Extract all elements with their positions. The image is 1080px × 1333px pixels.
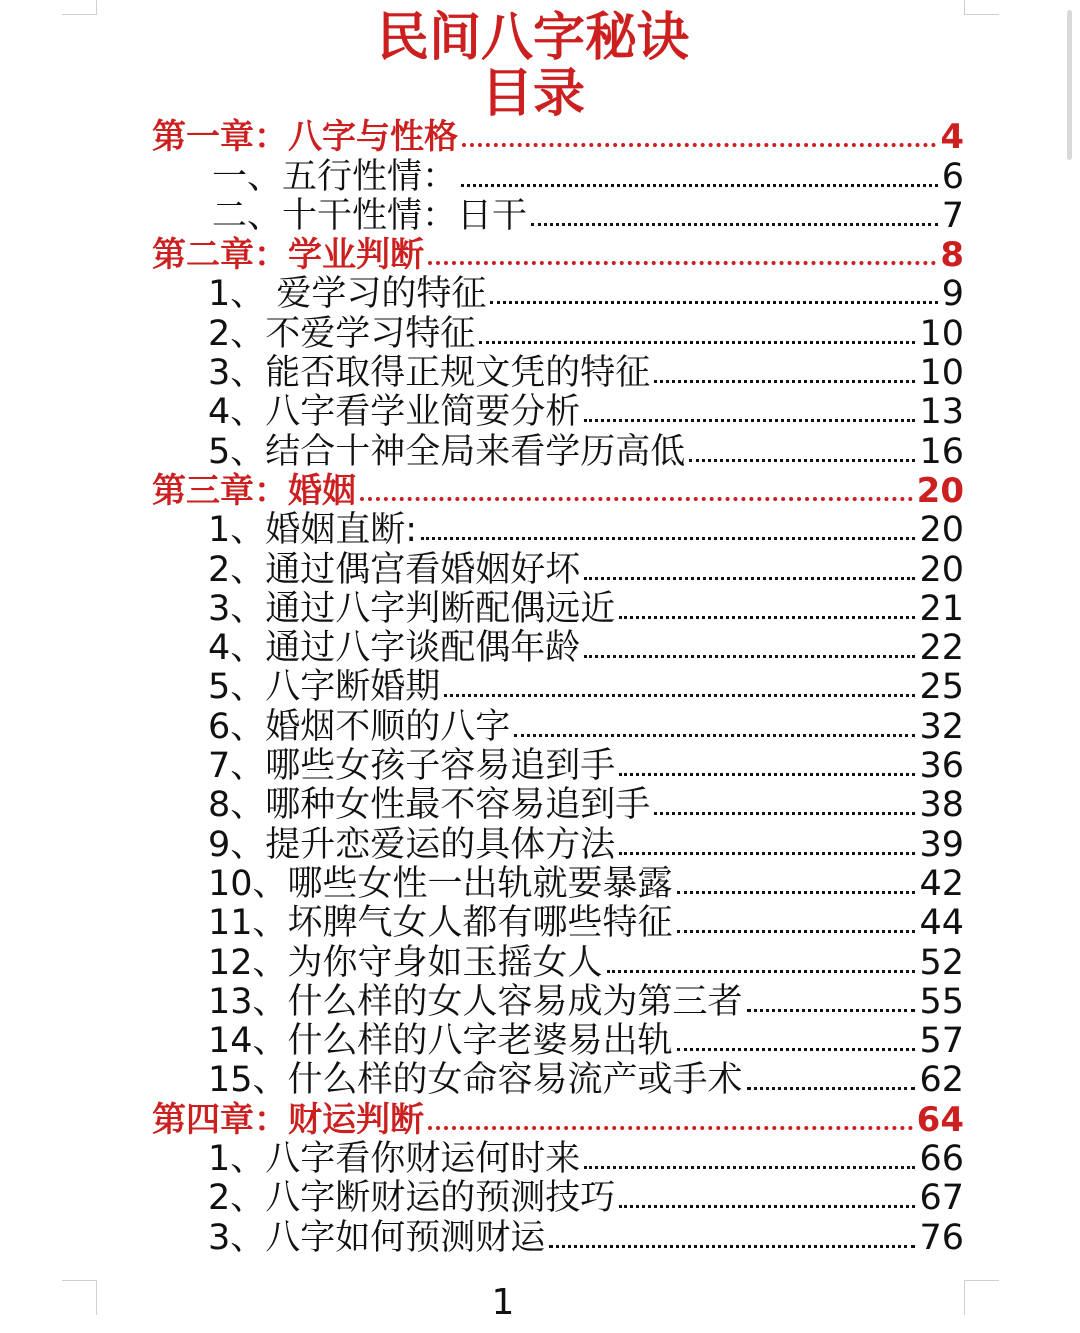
- toc-entry-label: 第四章：财运判断: [152, 1099, 424, 1139]
- dot-leader: [461, 184, 938, 187]
- toc-entry-row[interactable]: [152, 1060, 964, 1099]
- toc-entry-page: 9: [941, 274, 964, 314]
- toc-entry-row[interactable]: [152, 785, 964, 824]
- toc-chapter-row[interactable]: [152, 235, 964, 274]
- dot-leader: [747, 1087, 916, 1090]
- toc-entry-label: 11、坏脾气女人都有哪些特征: [208, 903, 673, 943]
- toc-entry-label: 12、为你守身如玉摇女人: [208, 942, 603, 982]
- toc-entry-row[interactable]: [152, 353, 964, 392]
- toc-entry-label: 1、 爱学习的特征: [208, 274, 487, 314]
- toc-entry-page: 52: [919, 942, 964, 982]
- toc-entry-label: 2、八字断财运的预测技巧: [208, 1178, 616, 1218]
- toc-entry-row[interactable]: [152, 510, 964, 549]
- toc-entry-row[interactable]: [152, 746, 964, 785]
- toc-entry-label: 2、不爱学习特征: [208, 313, 476, 353]
- dot-leader: [531, 223, 938, 226]
- toc-entry-page: 16: [919, 431, 964, 471]
- toc-entry-row[interactable]: [152, 1178, 964, 1217]
- toc-entry-page: 38: [919, 785, 964, 825]
- dot-leader: [619, 1205, 915, 1208]
- toc-entry-row[interactable]: [152, 628, 964, 667]
- toc-entry-row[interactable]: [152, 156, 964, 195]
- dot-leader: [462, 143, 936, 147]
- toc-entry-label: 7、哪些女孩子容易追到手: [208, 746, 616, 786]
- toc-entry-label: 13、什么样的女人容易成为第三者: [208, 981, 743, 1021]
- dot-leader: [677, 930, 916, 933]
- toc-entry-label: 5、八字断婚期: [208, 667, 441, 707]
- toc-entry-page: 21: [919, 588, 964, 628]
- toc-chapter-row[interactable]: [152, 1099, 964, 1138]
- toc-entry-label: 2、通过偶宫看婚姻好坏: [208, 549, 581, 589]
- toc-entry-row[interactable]: [152, 196, 964, 235]
- dot-leader: [654, 812, 915, 815]
- dot-leader: [677, 1048, 916, 1051]
- toc-entry-row[interactable]: [152, 431, 964, 470]
- toc-entry-page: 57: [919, 1021, 964, 1061]
- toc-entry-label: 一、五行性情：: [212, 156, 458, 196]
- toc-entry-row[interactable]: [152, 903, 964, 942]
- toc-entry-label: 第二章：学业判断: [152, 235, 424, 275]
- toc-entry-label: 3、通过八字判断配偶远近: [208, 588, 616, 628]
- toc-entry-page: 62: [919, 1060, 964, 1100]
- toc-entry-label: 10、哪些女性一出轨就要暴露: [208, 863, 673, 903]
- dot-leader: [428, 261, 936, 265]
- toc-entry-page: 76: [919, 1217, 964, 1257]
- toc-entry-label: 1、婚姻直断:: [208, 510, 418, 550]
- toc-entry-label: 第三章：婚姻: [152, 470, 356, 510]
- dot-leader: [689, 459, 915, 462]
- dot-leader: [607, 970, 916, 973]
- dot-leader: [619, 852, 915, 855]
- toc-entry-page: 67: [919, 1178, 964, 1218]
- toc-entry-row[interactable]: [152, 864, 964, 903]
- toc-entry-row[interactable]: [152, 392, 964, 431]
- document-title: 民间八字秘诀: [376, 8, 689, 68]
- toc-entry-page: 36: [919, 746, 964, 786]
- toc-entry-page: 8: [940, 235, 964, 275]
- toc-entry-label: 3、八字如何预测财运: [208, 1217, 546, 1257]
- toc-entry-label: 9、提升恋爱运的具体方法: [208, 824, 616, 864]
- toc-entry-label: 4、八字看学业简要分析: [208, 392, 581, 432]
- dot-leader: [677, 891, 916, 894]
- dot-leader: [479, 341, 915, 344]
- toc-entry-page: 39: [919, 824, 964, 864]
- dot-leader: [584, 577, 915, 580]
- toc-entry-page: 25: [919, 667, 964, 707]
- dot-leader: [444, 694, 915, 697]
- toc-entry-label: 14、什么样的八字老婆易出轨: [208, 1021, 673, 1061]
- toc-entry-row[interactable]: [152, 667, 964, 706]
- toc-entry-page: 6: [941, 156, 964, 196]
- table-of-contents: [152, 117, 964, 1257]
- toc-entry-label: 第一章：八字与性格: [152, 117, 458, 157]
- toc-entry-label: 15、什么样的女命容易流产或手术: [208, 1060, 743, 1100]
- dot-leader: [654, 380, 915, 383]
- toc-heading: 目录: [480, 64, 585, 124]
- toc-entry-page: 4: [940, 117, 964, 157]
- toc-entry-page: 7: [941, 195, 964, 235]
- toc-entry-page: 22: [919, 628, 964, 668]
- toc-entry-page: 32: [919, 706, 964, 746]
- toc-chapter-row[interactable]: [152, 117, 964, 156]
- toc-entry-page: 55: [919, 981, 964, 1021]
- toc-entry-row[interactable]: [152, 1217, 964, 1256]
- toc-entry-row[interactable]: [152, 982, 964, 1021]
- toc-entry-label: 5、结合十神全局来看学历高低: [208, 431, 686, 471]
- dot-leader: [584, 655, 915, 658]
- page-number: 1: [491, 1282, 515, 1323]
- toc-entry-page: 66: [919, 1139, 964, 1179]
- dot-leader: [549, 1245, 915, 1248]
- toc-entry-row[interactable]: [152, 589, 964, 628]
- toc-entry-page: 20: [916, 470, 964, 510]
- toc-entry-label: 8、哪种女性最不容易追到手: [208, 785, 651, 825]
- dot-leader: [421, 537, 915, 540]
- toc-entry-page: 20: [919, 549, 964, 589]
- toc-entry-page: 42: [919, 863, 964, 903]
- toc-entry-page: 44: [919, 903, 964, 943]
- dot-leader: [584, 419, 915, 422]
- toc-entry-page: 13: [919, 392, 964, 432]
- toc-entry-page: 10: [919, 313, 964, 353]
- toc-entry-label: 6、婚烟不顺的八字: [208, 706, 511, 746]
- toc-entry-label: 4、通过八字谈配偶年龄: [208, 628, 581, 668]
- dot-leader: [619, 616, 915, 619]
- toc-entry-row[interactable]: [152, 1139, 964, 1178]
- toc-entry-page: 10: [919, 353, 964, 393]
- toc-entry-page: 64: [916, 1099, 964, 1139]
- dot-leader: [619, 773, 915, 776]
- toc-entry-label: 3、能否取得正规文凭的特征: [208, 353, 651, 393]
- toc-entry-row[interactable]: [152, 942, 964, 981]
- scrollbar[interactable]: [1067, 10, 1072, 160]
- toc-entry-label: 1、八字看你财运何时来: [208, 1139, 581, 1179]
- dot-leader: [490, 301, 937, 304]
- toc-entry-row[interactable]: [152, 1021, 964, 1060]
- dot-leader: [360, 497, 913, 501]
- dot-leader: [514, 734, 915, 737]
- toc-entry-label: 二、十干性情：日干: [212, 195, 528, 235]
- dot-leader: [747, 1009, 916, 1012]
- toc-entry-page: 20: [919, 510, 964, 550]
- toc-entry-row[interactable]: [152, 706, 964, 745]
- toc-entry-row[interactable]: [152, 824, 964, 863]
- dot-leader: [428, 1126, 913, 1130]
- toc-entry-row[interactable]: [152, 549, 964, 588]
- toc-entry-row[interactable]: [152, 274, 964, 313]
- toc-entry-row[interactable]: [152, 313, 964, 352]
- dot-leader: [584, 1166, 915, 1169]
- toc-chapter-row[interactable]: [152, 471, 964, 510]
